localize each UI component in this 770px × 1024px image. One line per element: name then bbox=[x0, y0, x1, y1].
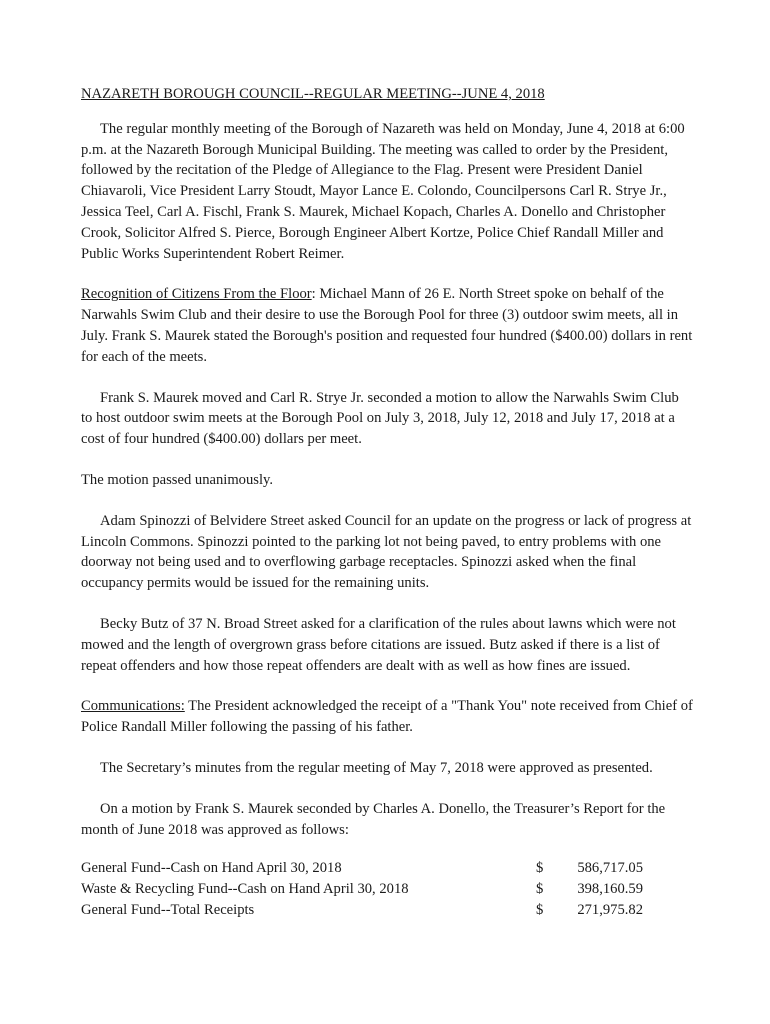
currency-symbol: $ bbox=[536, 881, 544, 898]
fund-label: Waste & Recycling Fund--Cash on Hand April 30, 2018 bbox=[81, 881, 409, 898]
opening-paragraph: The regular monthly meeting of the Borough of Nazareth was held on Monday, June 4, 2018 at 6:00 p.m. at the Nazareth Borough Municipal Building. The meeting was called to order by the President, followed by the recitation of the Pledge of Allegiance to the Flag. Present were President Daniel Chiavaroli, Vice President Larry Stoudt, Mayor Lance E. Colondo, Councilpersons Carl R. Strye Jr., Jessica Teel, Carl A. Fischl, Frank S. Maurek, Michael Kopach, Charles A. Donello and Christopher Crook, Solicitor Alfred S. Pierce, Borough Engineer Albert Kortze, Police Chief Randall Miller and Public Works Superintendent Robert Reimer. bbox=[81, 120, 685, 262]
communications-body: The President acknowledged the receipt of a "Thank You" note received from Chief of Police Randall Miller following the passing of his father. bbox=[81, 698, 693, 736]
motion-result: The motion passed unanimously. bbox=[81, 471, 273, 488]
currency-symbol: $ bbox=[536, 902, 544, 919]
minutes-paragraph: The Secretary’s minutes from the regular meeting of May 7, 2018 were approved as presented. bbox=[100, 759, 653, 776]
fund-amount: 586,717.05 bbox=[577, 860, 643, 877]
table-row bbox=[81, 900, 643, 921]
table-row bbox=[81, 879, 643, 900]
document-title: NAZARETH BOROUGH COUNCIL--REGULAR MEETING--JUNE 4, 2018 bbox=[81, 86, 545, 102]
treasurer-paragraph: On a motion by Frank S. Maurek seconded by Charles A. Donello, the Treasurer’s Report for the month of June 2018 was approved as follows: bbox=[81, 800, 666, 838]
spinozzi-paragraph: Adam Spinozzi of Belvidere Street asked Council for an update on the progress or lack of progress at Lincoln Commons. Spinozzi pointed to the parking lot not being paved, to entry problems with one doorway not being used and to overflowing garbage receptacles. Spinozzi asked when the final occupancy permits would be issued for the remaining units. bbox=[81, 512, 692, 592]
fund-label: General Fund--Total Receipts bbox=[81, 902, 255, 919]
recognition-paragraph bbox=[81, 284, 693, 367]
document-page bbox=[81, 84, 693, 921]
treasurer-report-table bbox=[81, 858, 643, 921]
table-row bbox=[81, 858, 643, 879]
fund-label: General Fund--Cash on Hand April 30, 2018 bbox=[81, 860, 342, 877]
butz-paragraph: Becky Butz of 37 N. Broad Street asked for a clarification of the rules about lawns which were not mowed and the length of overgrown grass before citations are issued. Butz asked if there is a list of repeat offenders and how those repeat offenders are dealt with as well as how fines are issued. bbox=[81, 615, 676, 674]
fund-amount: 398,160.59 bbox=[577, 881, 643, 898]
communications-heading: Communications: bbox=[81, 698, 185, 715]
recognition-heading: Recognition of Citizens From the Floor bbox=[81, 286, 312, 303]
fund-amount: 271,975.82 bbox=[577, 902, 643, 919]
currency-symbol: $ bbox=[536, 860, 544, 877]
recognition-body: : Michael Mann of 26 E. North Street spoke on behalf of the Narwahls Swim Club and their desire to use the Borough Pool for three (3) outdoor swim meets, all in July. Frank S. Maurek stated the Borough's position and requested four hundred ($400.00) dollars in rent for each of the meets. bbox=[81, 286, 693, 365]
motion-paragraph: Frank S. Maurek moved and Carl R. Strye Jr. seconded a motion to allow the Narwahls Swim Club to host outdoor swim meets at the Borough Pool on July 3, 2018, July 12, 2018 and July 17, 2018 at a cost of four hundred ($400.00) dollars per meet. bbox=[81, 389, 679, 448]
communications-paragraph bbox=[81, 696, 693, 738]
